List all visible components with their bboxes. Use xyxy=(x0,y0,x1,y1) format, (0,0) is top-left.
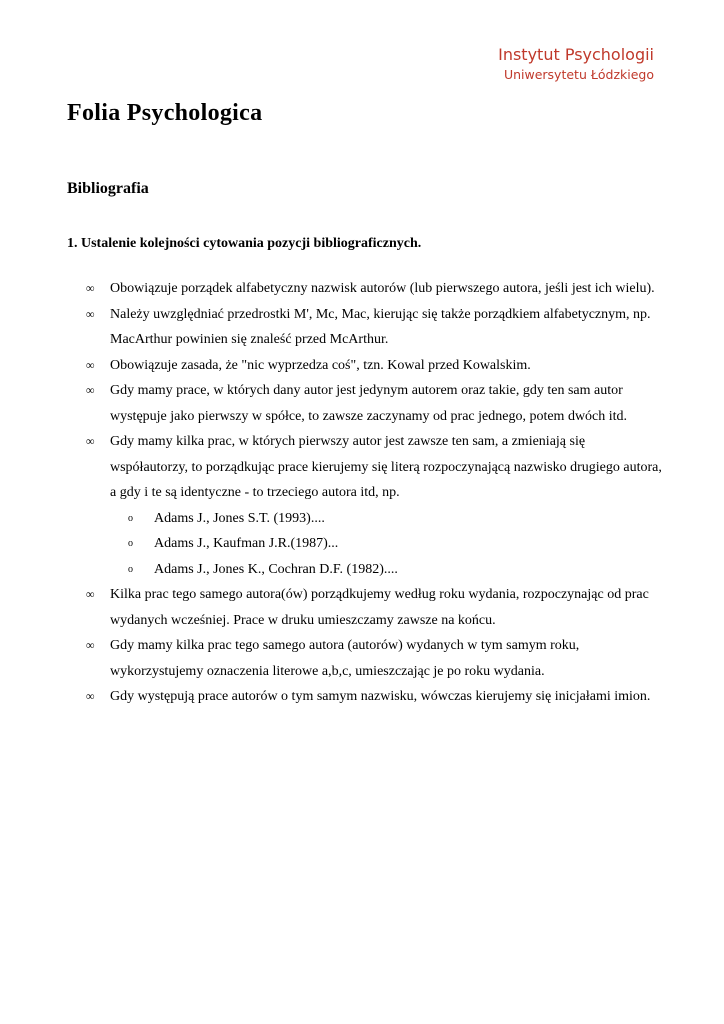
list-item xyxy=(82,378,662,429)
infinity-bullet-icon: ∞ xyxy=(86,638,95,652)
list-item xyxy=(82,276,662,302)
institute-subtitle: Uniwersytetu Łódzkiego xyxy=(503,67,654,82)
circle-bullet-icon: o xyxy=(128,512,133,524)
example-text: Adams J., Kaufman J.R.(1987)... xyxy=(154,536,339,551)
infinity-bullet-icon: ∞ xyxy=(86,434,95,448)
example-text: Adams J., Jones S.T. (1993).... xyxy=(154,510,325,526)
infinity-bullet-icon: ∞ xyxy=(86,281,95,295)
list-item-text: Gdy mamy kilka prac, w których pierwszy autor jest zawsze ten sam, a zmieniają się współautorzy, to porządkując prace kierujemy się literą rozpoczynającą nazwisko drugiego autora, a gdy i te są identyczne - to trzeciego autora itd, np. xyxy=(110,434,662,500)
list-item xyxy=(82,684,662,710)
list-item-text: Obowiązuje porządek alfabetyczny nazwisk autorów (lub pierwszego autora, jeśli jest ich wielu). xyxy=(110,281,655,296)
example-item xyxy=(82,531,662,557)
example-text: Adams J., Jones K., Cochran D.F. (1982).... xyxy=(154,561,398,577)
infinity-bullet-icon: ∞ xyxy=(86,357,95,372)
infinity-bullet-icon: ∞ xyxy=(86,689,95,703)
list-item xyxy=(82,302,662,353)
infinity-bullet-icon: ∞ xyxy=(86,587,95,601)
rules-list xyxy=(82,276,662,710)
infinity-bullet-icon: ∞ xyxy=(86,306,95,321)
institute-name: Instytut Psychologii xyxy=(498,45,654,64)
subsection-heading: 1. Ustalenie kolejności cytowania pozycji bibliograficznych. xyxy=(67,236,422,251)
list-item xyxy=(82,582,662,633)
institute-header xyxy=(498,44,654,83)
section-heading: Bibliografia xyxy=(67,180,149,197)
list-item xyxy=(82,353,662,379)
list-item-text: Gdy mamy kilka prac tego samego autora (autorów) wydanych w tym samym roku, wykorzystujemy oznaczenia literowe a,b,c, umieszczając je po roku wydania. xyxy=(110,638,580,679)
example-item xyxy=(82,506,662,532)
list-item-text: Gdy występują prace autorów o tym samym nazwisku, wówczas kierujemy się inicjałami imion. xyxy=(110,689,651,704)
list-item xyxy=(82,429,662,506)
circle-bullet-icon: o xyxy=(128,563,133,575)
list-item-text: Kilka prac tego samego autora(ów) porządkujemy według roku wydania, rozpoczynając od prac wydanych wcześniej. Prace w druku umieszczamy zawsze na końcu. xyxy=(110,587,649,628)
list-item-text: Należy uwzględniać przedrostki M', Mc, Mac, kierując się także porządkiem alfabetycznym, np. MacArthur powinien się znaleść przed McArthur. xyxy=(110,306,651,347)
example-item xyxy=(82,557,662,583)
journal-title: Folia Psychologica xyxy=(67,100,263,126)
circle-bullet-icon: o xyxy=(128,538,133,549)
list-item-text: Obowiązuje zasada, że "nic wyprzedza coś", tzn. Kowal przed Kowalskim. xyxy=(110,357,531,373)
list-item-text: Gdy mamy prace, w których dany autor jest jedynym autorem oraz takie, gdy ten sam autor występuje jako pierwszy w spółce, to zawsze zaczynamy od prac jednego, potem dwóch itd. xyxy=(110,383,628,424)
list-item xyxy=(82,633,662,684)
infinity-bullet-icon: ∞ xyxy=(86,383,95,397)
